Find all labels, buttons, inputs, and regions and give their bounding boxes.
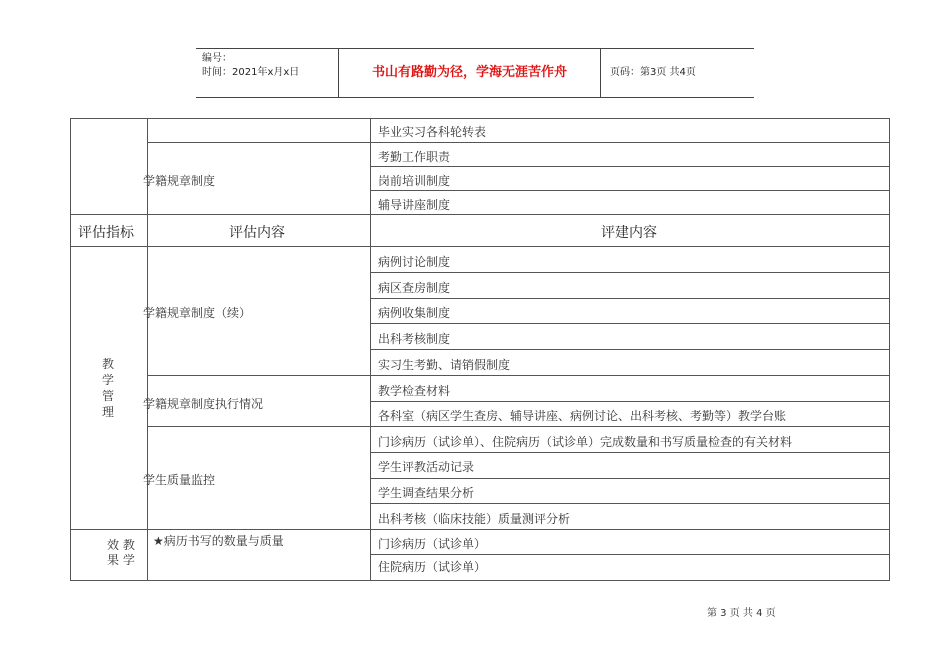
build-item: 实习生考勤、请销假制度 (378, 358, 511, 372)
build-item: 门诊病历（试诊单） (378, 537, 487, 551)
build-item: 学生调查结果分析 (378, 486, 475, 500)
time-label: 时间：2021年x月x日 (202, 67, 300, 78)
section1-content: 学籍规章制度 (143, 174, 216, 188)
build-item: 教学检查材料 (378, 384, 451, 398)
build-item: 辅导讲座制度 (378, 198, 451, 212)
header-content: 评估内容 (229, 225, 285, 241)
build-item: 毕业实习各科轮转表 (378, 125, 487, 139)
number-label: 编号： (202, 53, 232, 64)
page-footer: 第 3 页 共 4 页 (707, 608, 776, 619)
indicator-teaching-management: 教 学 管 理 (101, 357, 114, 419)
build-item: 岗前培训制度 (378, 174, 451, 188)
build-item: 出科考核（临床技能）质量测评分析 (378, 512, 571, 526)
header-divider (600, 49, 601, 97)
header-page-label: 页码：第3页 共4页 (610, 67, 696, 78)
build-item: 出科考核制度 (378, 332, 451, 346)
row-content: 学籍规章制度（续） (143, 306, 252, 320)
header-meta (202, 52, 299, 80)
page-header (196, 48, 754, 98)
build-item: 考勤工作职责 (378, 150, 451, 164)
header-motto: 书山有路勤为径，学海无涯苦作舟 (371, 65, 567, 80)
build-item: 病区查房制度 (378, 281, 451, 295)
build-item: 门诊病历（试诊单）、住院病历（试诊单）完成数量和书写质量检查的有关材料 (378, 435, 793, 449)
build-item: 各科室（病区学生查房、辅导讲座、病例讨论、出科考核、考勤等）教学台账 (378, 409, 787, 423)
header-indicator: 评估指标 (78, 225, 134, 241)
row-content: 学籍规章制度执行情况 (143, 397, 264, 411)
build-item: 病例讨论制度 (378, 255, 451, 269)
build-item: 学生评教活动记录 (378, 460, 475, 474)
row-content: 学生质量监控 (143, 473, 216, 487)
build-item: 住院病历（试诊单） (378, 560, 487, 574)
effect-content: ★病历书写的数量与质量 (153, 534, 284, 548)
build-item: 病例收集制度 (378, 306, 451, 320)
header-build: 评建内容 (601, 225, 657, 241)
indicator-teaching-effect: 效 教 果 学 (107, 538, 135, 567)
